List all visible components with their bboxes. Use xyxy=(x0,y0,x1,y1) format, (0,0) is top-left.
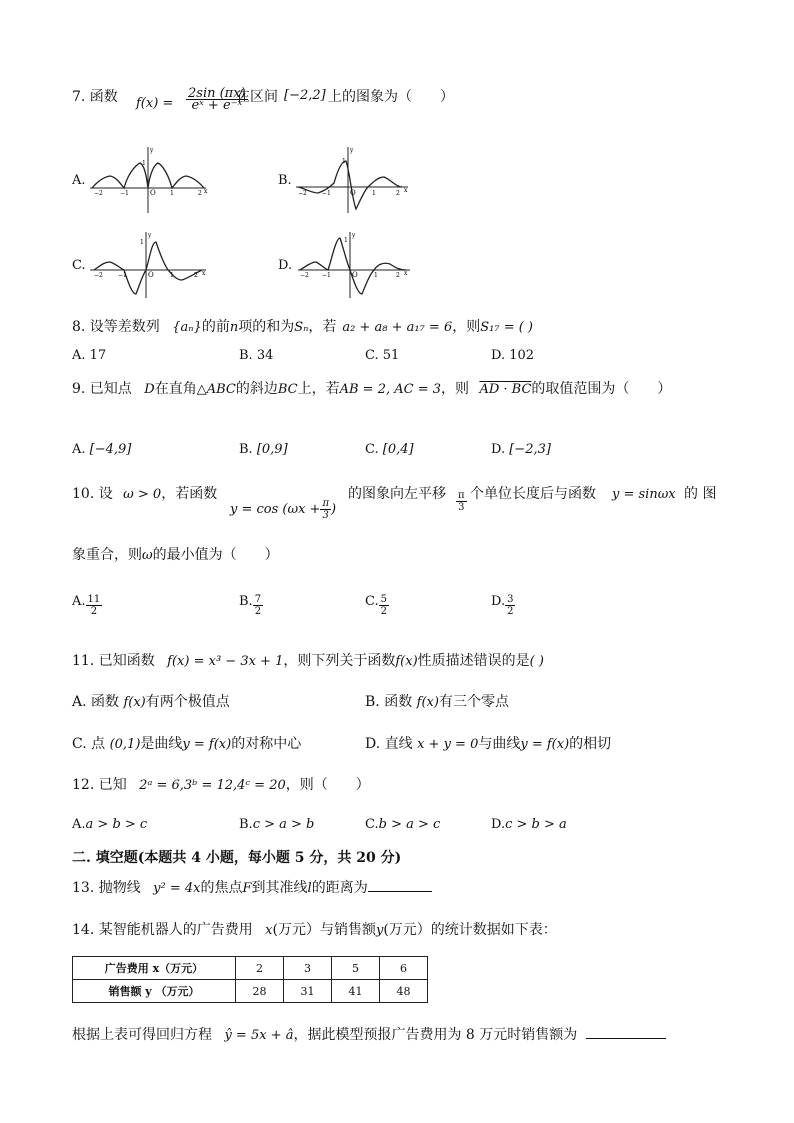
q12-option-d-label: D. xyxy=(491,817,506,832)
q8-text-a: 8. 设等差数列 xyxy=(72,319,160,335)
q10-stem-line2 xyxy=(72,544,279,564)
q12-option-c-value: b > a > c xyxy=(378,817,441,832)
table-cell: 5 xyxy=(332,957,380,980)
graph-b-tick-neg1: −1 xyxy=(322,190,331,197)
q10-option-d-label: D. xyxy=(491,594,506,609)
q9-option-a xyxy=(72,442,131,457)
q11-option-c-text: C. 点 xyxy=(72,736,106,752)
table-row xyxy=(73,980,428,1003)
q11-option-d-curve: y = f(x) xyxy=(520,737,570,752)
q12-option-d xyxy=(491,817,567,832)
q9-option-d xyxy=(491,442,551,457)
graph-a xyxy=(86,143,210,215)
q9-option-c-label: C. xyxy=(365,442,379,457)
q8-condition: a₂ + a₈ + a₁₇ = 6 xyxy=(342,320,453,335)
graph-a-tick-1: 1 xyxy=(170,190,174,197)
q9-option-d-value: [−2,3] xyxy=(509,442,551,457)
q13-directrix: l xyxy=(307,881,312,896)
graph-c xyxy=(86,228,210,300)
q14-x: x xyxy=(265,923,273,938)
table-cell: 48 xyxy=(380,980,428,1003)
q8-text-d: ，若 xyxy=(308,319,337,335)
q12-option-b-label: B. xyxy=(239,817,253,832)
table-cell: 2 xyxy=(236,957,284,980)
q11-option-c-tail: 的对称中心 xyxy=(231,736,302,752)
q9-vector-product: AD · BC xyxy=(479,382,532,397)
q13-text-b: 的焦点 xyxy=(200,880,243,896)
q7-func: f(x) = xyxy=(136,96,174,111)
q14-question-tail xyxy=(72,1024,666,1044)
q14-tail-a: 根据上表可得回归方程 xyxy=(72,1027,212,1043)
q8-sn: Sₙ xyxy=(294,320,309,335)
q10-shift-fraction xyxy=(456,490,467,513)
q10-text-e: 的 图 xyxy=(684,486,717,502)
q10-shift-pi: π xyxy=(458,490,465,501)
graph-a-tick-neg1: −1 xyxy=(120,190,129,197)
q14-text-a: 14. 某智能机器人的广告费用 xyxy=(72,922,253,938)
q14-y: y xyxy=(375,923,384,938)
graph-d-y-label: y xyxy=(352,232,356,239)
q14-answer-blank[interactable] xyxy=(586,1038,666,1039)
q10-pi: π xyxy=(322,498,330,509)
q9-option-b-value: [0,9] xyxy=(256,442,288,457)
q10-text-b: ，若函数 xyxy=(161,486,218,502)
q10-text-a: 10. 设 xyxy=(72,486,113,502)
graph-d-tick-2: 2 xyxy=(396,272,400,279)
q12-option-d-value: c > b > a xyxy=(505,817,567,832)
q10-line2-b: 的最小值为（ ） xyxy=(152,547,279,563)
q10-text-d: 个单位长度后与函数 xyxy=(470,486,596,502)
q14-regression-eq: ŷ = 5x + â xyxy=(224,1028,294,1043)
q11-option-d-text: D. 直线 xyxy=(365,736,413,752)
table-cell: 41 xyxy=(332,980,380,1003)
q9-text-c: 的斜边 xyxy=(235,381,278,397)
q9-text-f: ，则 xyxy=(441,381,469,397)
q8-option-c: C. 51 xyxy=(365,348,400,363)
q11-text-b: ，则下列关于函数 xyxy=(283,653,396,669)
q10-text-c: 的图象向左平移 xyxy=(348,486,446,502)
table-cell: 28 xyxy=(236,980,284,1003)
q11-option-a-tail: 有两个极值点 xyxy=(145,694,230,710)
q13-text-a: 13. 抛物线 xyxy=(72,880,141,896)
q11-option-b-tail: 有三个零点 xyxy=(438,694,509,710)
q10-option-a-label: A. xyxy=(72,594,86,609)
q10-option-c-num: 5 xyxy=(380,594,387,605)
q7-option-a-label: A. xyxy=(72,173,86,188)
q9-point-d: D xyxy=(144,382,155,397)
q10-option-c-label: C. xyxy=(365,594,379,609)
q7-stem-start: 7. 函数 xyxy=(72,89,118,105)
graph-d-tick-neg2: −2 xyxy=(300,272,309,279)
q10-func-close: ) xyxy=(331,502,337,517)
q14-data-table xyxy=(72,956,428,1003)
q12-stem xyxy=(72,774,370,794)
q13-answer-blank[interactable] xyxy=(368,891,432,892)
q10-stem-line1 xyxy=(72,483,217,503)
q7-option-d-label: D. xyxy=(278,258,293,273)
q9-option-c-value: [0,4] xyxy=(382,442,414,457)
graph-d-tick-1: 1 xyxy=(374,272,378,279)
q11-option-a-fx: f(x) xyxy=(123,695,146,710)
q10-func2: y = sinωx xyxy=(612,487,676,502)
q7-frac-den: eˣ + e⁻ˣ xyxy=(191,98,243,113)
q8-seq: {aₙ} xyxy=(172,320,202,335)
table-row-header-ad-cost: 广告费用 x（万元） xyxy=(73,957,236,980)
q9-stem xyxy=(72,378,671,398)
graph-a-x-label: x xyxy=(204,188,208,195)
q10-option-b-den: 2 xyxy=(254,606,262,617)
table-cell: 31 xyxy=(284,980,332,1003)
q8-option-a: A. 17 xyxy=(72,348,107,363)
q12-option-a xyxy=(72,817,147,832)
q13-stem xyxy=(72,877,432,897)
q12-option-c-label: C. xyxy=(365,817,379,832)
q7-tail: 上的图象为（ ） xyxy=(328,89,454,105)
graph-d-origin: O xyxy=(352,271,358,279)
graph-c-tick-neg2: −2 xyxy=(94,272,103,279)
q11-option-c-curve: y = f(x) xyxy=(182,737,232,752)
graph-c-tick-2: 2 xyxy=(194,272,198,279)
q8-stem xyxy=(72,316,533,336)
q11-option-d xyxy=(365,733,611,753)
graph-b-x-label: x xyxy=(404,187,408,194)
q8-option-b: B. 34 xyxy=(239,348,274,363)
q14-tail-b: ，据此模型预报广告费用为 8 万元时销售额为 xyxy=(293,1027,578,1043)
q10-option-a-num: 11 xyxy=(87,594,101,605)
q8-text-e: ，则 xyxy=(452,319,481,335)
table-cell: 6 xyxy=(380,957,428,980)
q10-omega: ω xyxy=(142,548,153,563)
q8-ask: S₁₇ = ( ) xyxy=(480,320,533,335)
q8-text-b: 的前 xyxy=(201,319,230,335)
graph-b-tick-2: 2 xyxy=(396,190,400,197)
graph-b-tick-y1: 1 xyxy=(342,158,346,165)
q10-option-b xyxy=(239,586,263,617)
q14-text-b: (万元）与销售额 xyxy=(272,922,376,938)
table-row-header-sales: 销售额 y （万元） xyxy=(73,980,236,1003)
graph-d xyxy=(294,228,414,300)
q10-option-b-label: B. xyxy=(239,594,253,609)
graph-c-tick-1: 1 xyxy=(170,272,174,279)
q10-omega-cond: ω > 0 xyxy=(123,487,162,502)
q9-triangle: △ABC xyxy=(196,382,236,397)
q11-option-c xyxy=(72,733,301,753)
q11-stem xyxy=(72,650,544,670)
q10-func xyxy=(230,498,336,521)
q11-paren: ( ) xyxy=(529,654,544,669)
q11-fx: f(x) xyxy=(395,654,418,669)
graph-c-tick-neg1: −1 xyxy=(118,272,127,279)
graph-b-tick-1: 1 xyxy=(372,190,376,197)
q9-option-d-label: D. xyxy=(491,442,506,457)
q11-func: f(x) = x³ − 3x + 1 xyxy=(167,654,284,669)
q10-option-b-num: 7 xyxy=(254,594,262,605)
q13-equation: y² = 4x xyxy=(153,881,201,896)
graph-c-y-label: y xyxy=(148,232,152,239)
q11-option-d-mid: 与曲线 xyxy=(478,736,521,752)
q11-option-b-text: B. 函数 xyxy=(365,694,413,710)
q12-option-a-label: A. xyxy=(72,817,86,832)
q11-text-a: 11. 已知函数 xyxy=(72,653,155,669)
q11-option-d-line: x + y = 0 xyxy=(417,737,479,752)
q7-mid: 在区间 xyxy=(236,89,278,105)
q11-option-b xyxy=(365,691,509,711)
graph-d-x-label: x xyxy=(404,270,408,277)
q13-text-c: 到其准线 xyxy=(251,880,308,896)
graph-a-y-label: y xyxy=(150,147,154,154)
q7-option-b-label: B. xyxy=(278,173,292,188)
graph-b-tick-neg2: −2 xyxy=(298,190,307,197)
q9-text-g: 的取值范围为（ ） xyxy=(531,381,672,397)
q9-option-b xyxy=(239,442,288,457)
q12-option-b xyxy=(239,817,314,832)
graph-d-tick-y1: 1 xyxy=(344,237,348,244)
q10-option-c-den: 2 xyxy=(380,606,387,617)
q14-text-c: (万元）的统计数据如下表： xyxy=(383,922,557,938)
graph-c-origin: O xyxy=(148,271,154,279)
graph-b-y-label: y xyxy=(350,147,354,154)
graph-c-x-label: x xyxy=(202,270,206,277)
q7-interval: [−2,2] xyxy=(284,88,326,103)
q12-condition: 2ᵃ = 6,3ᵇ = 12,4ᶜ = 20 xyxy=(139,778,286,793)
q12-option-b-value: c > a > b xyxy=(252,817,315,832)
graph-d-tick-neg1: −1 xyxy=(322,272,331,279)
q9-condition: AB = 2, AC = 3 xyxy=(339,382,441,397)
q12-text-b: ，则（ ） xyxy=(285,777,370,793)
q9-text-b: 在直角 xyxy=(154,381,197,397)
q10-option-a-den: 2 xyxy=(90,606,98,617)
q10-func-text: y = cos (ωx + xyxy=(230,502,321,517)
q14-stem xyxy=(72,919,557,939)
q9-bc: BC xyxy=(277,382,298,397)
graph-a-origin: O xyxy=(150,189,156,197)
graph-b-origin: O xyxy=(350,189,356,197)
q10-shift-three: 3 xyxy=(458,502,465,513)
q9-option-c xyxy=(365,442,414,457)
q11-option-d-tail: 的相切 xyxy=(569,736,612,752)
graph-a-tick-2: 2 xyxy=(198,190,202,197)
q13-text-d: 的距离为 xyxy=(311,880,368,896)
q12-text-a: 12. 已知 xyxy=(72,777,127,793)
q8-text-c: 项的和为 xyxy=(238,319,295,335)
q7-option-c-label: C. xyxy=(72,258,86,273)
q10-line2-a: 象重合，则 xyxy=(72,547,142,563)
graph-a-tick-y1: 1 xyxy=(142,160,146,167)
q9-option-a-label: A. xyxy=(72,442,86,457)
graph-c-tick-y1: 1 xyxy=(140,239,144,246)
q11-option-a-text: A. 函数 xyxy=(72,694,120,710)
q11-option-c-point: (0,1) xyxy=(109,737,141,752)
q13-focus: F xyxy=(242,881,252,896)
q9-text-e: 上，若 xyxy=(297,381,340,397)
graph-b xyxy=(292,143,412,215)
graph-a-tick-neg2: −2 xyxy=(94,190,103,197)
q11-option-a xyxy=(72,691,230,711)
q10-option-d-den: 2 xyxy=(507,606,514,617)
q9-option-a-value: [−4,9] xyxy=(89,442,132,457)
q8-n: n xyxy=(229,320,239,335)
q10-option-a xyxy=(72,586,102,617)
q10-option-d xyxy=(491,586,515,617)
table-cell: 3 xyxy=(284,957,332,980)
q10-option-d-num: 3 xyxy=(507,594,514,605)
q9-option-b-label: B. xyxy=(239,442,253,457)
q12-option-c xyxy=(365,817,440,832)
q11-option-b-fx: f(x) xyxy=(416,695,439,710)
q10-three: 3 xyxy=(322,510,329,521)
q10-option-c xyxy=(365,586,389,617)
q9-text-a: 9. 已知点 xyxy=(72,381,132,397)
section-heading-fill-in: 二. 填空题(本题共 4 小题，每小题 5 分，共 20 分) xyxy=(72,850,402,866)
q11-text-c: 性质描述错误的是 xyxy=(417,653,530,669)
q7-frac-num: 2sin (πx) xyxy=(188,86,246,101)
table-row xyxy=(73,957,428,980)
q8-option-d: D. 102 xyxy=(491,348,535,363)
q12-option-a-value: a > b > c xyxy=(85,817,148,832)
q11-option-c-mid: 是曲线 xyxy=(140,736,183,752)
